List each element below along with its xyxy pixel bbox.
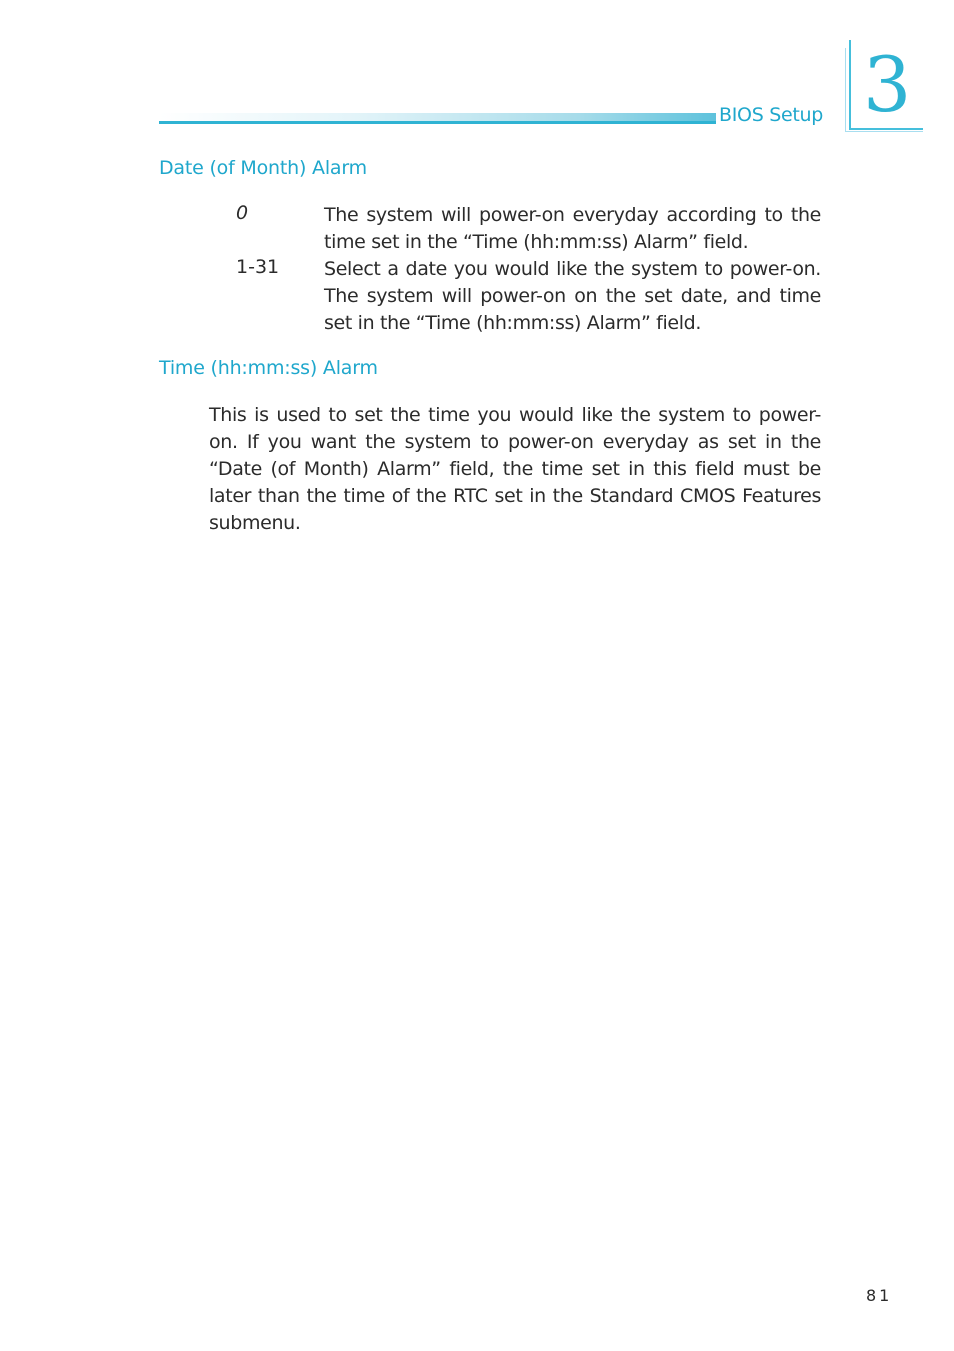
chapter-marker-vertical: [849, 40, 851, 130]
chapter-marker: [845, 40, 923, 132]
chapter-number: 3: [863, 40, 912, 129]
page-number: 81: [866, 1286, 893, 1305]
header-section-label: BIOS Setup: [719, 104, 823, 126]
option-description: The system will power-on everyday according to the time set in the “Time (hh:mm:ss) Alarm” field.: [324, 204, 821, 253]
time-alarm-paragraph: This is used to set the time you would like the system to power-on. If you want the system to power-on everyday as set in the “Date (of Month) Alarm” field, the time set in this field must be later than the time of the RTC set in the Standard CMOS Features submenu.: [209, 404, 821, 534]
section-title-time-alarm: Time (hh:mm:ss) Alarm: [159, 357, 378, 379]
option-key: 0: [236, 202, 249, 224]
option-key: 1-31: [236, 256, 280, 278]
header-rule: [159, 121, 716, 124]
chapter-marker-shadow-horizontal: [845, 131, 923, 132]
option-description: Select a date you would like the system to power-on. The system will power-on on the set date, and time set in the “Time (hh:mm:ss) Alarm” field.: [324, 258, 821, 334]
chapter-marker-shadow-vertical: [845, 48, 846, 132]
section-title-date-alarm: Date (of Month) Alarm: [159, 157, 367, 179]
